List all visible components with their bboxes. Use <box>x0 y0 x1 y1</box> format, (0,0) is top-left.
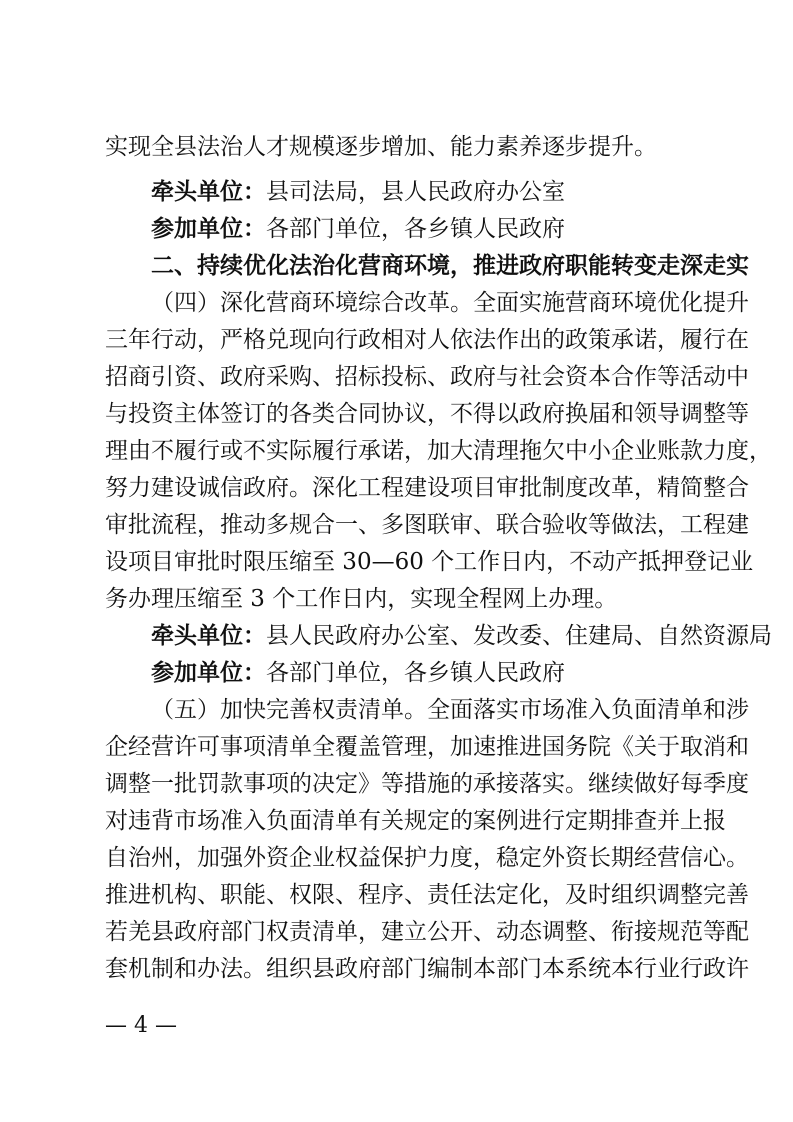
body-line: 若羌县政府部门权责清单，建立公开、动态调整、衔接规范等配 <box>105 919 749 945</box>
body-line: 实现全县法治人才规模逐步增加、能力素养逐步提升。 <box>105 134 657 160</box>
body-line: 设项目审批时限压缩至 30—60 个工作日内，不动产抵押登记业 <box>105 549 754 575</box>
body-line: 理由不履行或不实际履行承诺，加大清理拖欠中小企业账款力度， <box>105 438 772 464</box>
lead-unit-line <box>151 621 772 651</box>
lead-unit-label: 牵头单位： <box>151 179 266 205</box>
body-line: 与投资主体签订的各类合同协议，不得以政府换届和领导调整等 <box>105 401 749 427</box>
body-line: 对违背市场准入负面清单有关规定的案例进行定期排查并上报 <box>105 808 726 834</box>
participate-unit-label: 参加单位： <box>151 660 266 686</box>
page-number: — 4 — <box>105 1013 177 1038</box>
body-line: 自治州，加强外资企业权益保护力度，稳定外资长期经营信心。 <box>105 845 749 871</box>
participate-unit-label: 参加单位： <box>151 216 266 242</box>
participate-unit-value: 各部门单位，各乡镇人民政府 <box>266 660 565 686</box>
paragraph-5-first-line: （五）加快完善权责清单。全面落实市场准入负面清单和涉 <box>151 697 749 723</box>
participate-unit-line <box>151 214 705 244</box>
body-line: 审批流程，推动多规合一、多图联审、联合验收等做法，工程建 <box>105 512 749 538</box>
body-line: 推进机构、职能、权限、程序、责任法定化，及时组织调整完善 <box>105 882 749 908</box>
body-line: 务办理压缩至 3 个工作日内，实现全程网上办理。 <box>105 586 618 612</box>
body-line: 招商引资、政府采购、招标投标、政府与社会资本合作等活动中 <box>105 364 749 390</box>
lead-unit-value: 县人民政府办公室、发改委、住建局、自然资源局 <box>266 623 772 649</box>
lead-unit-line <box>151 177 705 207</box>
section-heading: 二、持续优化法治化营商环境，推进政府职能转变走深走实 <box>151 253 749 279</box>
body-line: 套机制和办法。组织县政府部门编制本部门本系统本行业行政许 <box>105 956 749 982</box>
body-line: 三年行动，严格兑现向行政相对人依法作出的政策承诺，履行在 <box>105 327 749 353</box>
lead-unit-label: 牵头单位： <box>151 623 266 649</box>
body-line: 调整一批罚款事项的决定》等措施的承接落实。继续做好每季度 <box>105 771 749 797</box>
participate-unit-line <box>151 658 705 688</box>
lead-unit-value: 县司法局，县人民政府办公室 <box>266 179 565 205</box>
body-line: 企经营许可事项清单全覆盖管理，加速推进国务院《关于取消和 <box>105 734 749 760</box>
participate-unit-value: 各部门单位，各乡镇人民政府 <box>266 216 565 242</box>
body-line: 努力建设诚信政府。深化工程建设项目审批制度改革，精简整合 <box>105 475 749 501</box>
paragraph-4-first-line: （四）深化营商环境综合改革。全面实施营商环境优化提升 <box>151 290 749 316</box>
